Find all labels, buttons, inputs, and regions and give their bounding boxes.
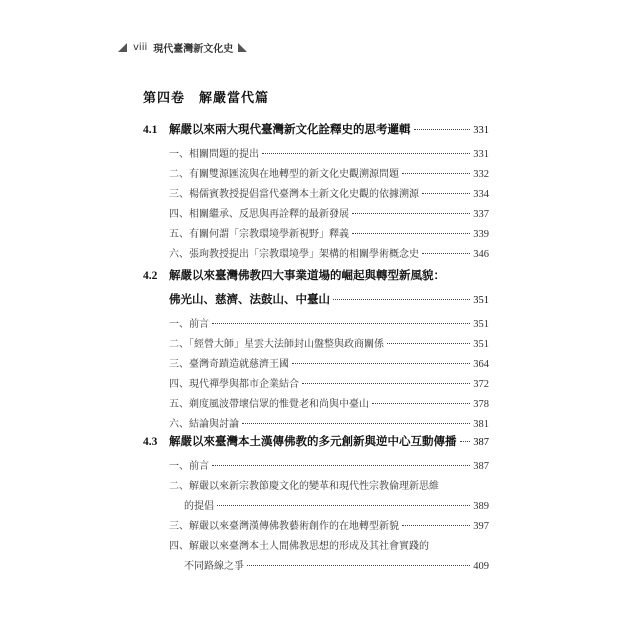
volume-label: 第四卷 [143,91,186,106]
chapter-number: 4.1 [143,124,158,136]
page-number: 387 [473,437,489,448]
section-title: 四、解嚴以來臺灣本土人間佛教思想的形成及其社會實踐的 [169,541,429,552]
page-number: 331 [473,149,489,160]
section-title: 三、楊儒賓教授提倡當代臺灣本土新文化史觀的依據溯源 [169,189,419,200]
page-number: 351 [473,339,489,350]
leader-dots [387,343,470,344]
section-title: 四、現代禪學與都市企業結合 [169,379,299,390]
running-head [118,40,247,55]
leader-dots [402,173,470,174]
leader-dots [333,299,470,300]
section-entry[interactable] [143,355,489,375]
page-number: 332 [473,169,489,180]
section-entry[interactable] [143,395,489,415]
chapter-entry[interactable] [143,121,489,145]
leader-dots [460,441,471,442]
leader-dots [352,233,470,234]
chapter-4-3 [143,433,489,577]
section-entry[interactable] [143,415,489,435]
leader-dots [262,153,470,154]
page-number: 339 [473,229,489,240]
section-entry[interactable] [143,225,489,245]
section-title: 二、有關雙源匯流與在地轉型的新文化史觀溯源問題 [169,169,399,180]
chapter-title: 解嚴以來臺灣本土漢傳佛教的多元創新與逆中心互動傳播 [169,434,457,448]
section-title: 六、張珣教授提出「宗教環境學」架構的相關學術概念史 [169,249,419,260]
page-number: 389 [473,501,489,512]
section-entry[interactable] [143,375,489,395]
chapter-entry[interactable] [143,433,489,457]
volume-heading [143,87,269,106]
section-title: 三、臺灣奇蹟造就慈濟王國 [169,359,289,370]
section-entry[interactable] [143,185,489,205]
chapter-4-1 [143,121,489,265]
leader-dots [217,505,470,506]
chapter-number: 4.2 [143,270,158,282]
section-title: 二、「經營大師」星雲大法師封山盤整與政商關係 [169,339,384,350]
section-title: 一、前言 [169,319,209,330]
left-triangle-ornament [118,43,127,52]
leader-dots [242,423,470,424]
page-number: 331 [473,125,489,136]
page-number: 409 [473,561,489,572]
section-title: 二、解嚴以來新宗教節慶文化的變革和現代性宗教倫理新思維 [169,481,439,492]
leader-dots [414,129,471,130]
page-number: 378 [473,399,489,410]
leader-dots [422,253,470,254]
leader-dots [302,383,470,384]
section-entry[interactable] [143,537,489,557]
section-title: 四、相關繼承、反思與再詮釋的最新發展 [169,209,349,220]
section-entry[interactable] [143,517,489,537]
chapter-4-2 [143,267,489,435]
leader-dots [247,565,470,566]
section-entry[interactable] [143,205,489,225]
leader-dots [292,363,470,364]
page-number: 387 [473,461,489,472]
chapter-title-continued: 佛光山、慈濟、法鼓山、中臺山 [169,292,330,306]
section-entry-continuation[interactable] [143,497,489,517]
section-entry[interactable] [143,245,489,265]
section-entry[interactable] [143,457,489,477]
section-title-continued: 的提倡 [184,501,214,512]
chapter-entry-continuation[interactable] [143,291,489,315]
page-number: 397 [473,521,489,532]
section-title: 一、相關問題的提出 [169,149,259,160]
book-title: 現代臺灣新文化史 [153,44,234,55]
page-number: 334 [473,189,489,200]
section-entry[interactable] [143,315,489,335]
leader-dots [212,323,470,324]
section-entry[interactable] [143,335,489,355]
chapter-title: 解嚴以來臺灣佛教四大事業道場的崛起與轉型新風貌： [169,268,445,282]
section-entry[interactable] [143,145,489,165]
section-title: 一、前言 [169,461,209,472]
volume-title: 解嚴當代篇 [199,91,270,106]
right-triangle-ornament [238,43,247,52]
leader-dots [372,403,470,404]
leader-dots [402,525,470,526]
section-title: 六、結論與討論 [169,419,239,430]
section-entry-continuation[interactable] [143,557,489,577]
page-number: 351 [473,295,489,306]
page-number: 364 [473,359,489,370]
page-number: 381 [473,419,489,430]
page-number: 337 [473,209,489,220]
leader-dots [352,213,470,214]
section-title: 五、有關何謂「宗教環境學新視野」釋義 [169,229,349,240]
page-number: 351 [473,319,489,330]
page-number: 372 [473,379,489,390]
section-entry[interactable] [143,477,489,497]
folio-number: viii [133,42,148,53]
section-title: 五、剃度風波帶壞信眾的惟覺老和尚與中臺山 [169,399,369,410]
section-title-continued: 不同路線之爭 [184,561,244,572]
section-title: 三、解嚴以來臺灣漢傳佛教藝術創作的在地轉型新貌 [169,521,399,532]
section-entry[interactable] [143,165,489,185]
chapter-entry[interactable] [143,267,489,291]
chapter-title: 解嚴以來兩大現代臺灣新文化詮釋史的思考邏輯 [169,122,411,136]
chapter-number: 4.3 [143,436,158,448]
leader-dots [422,193,470,194]
leader-dots [212,465,470,466]
page-number: 346 [473,249,489,260]
